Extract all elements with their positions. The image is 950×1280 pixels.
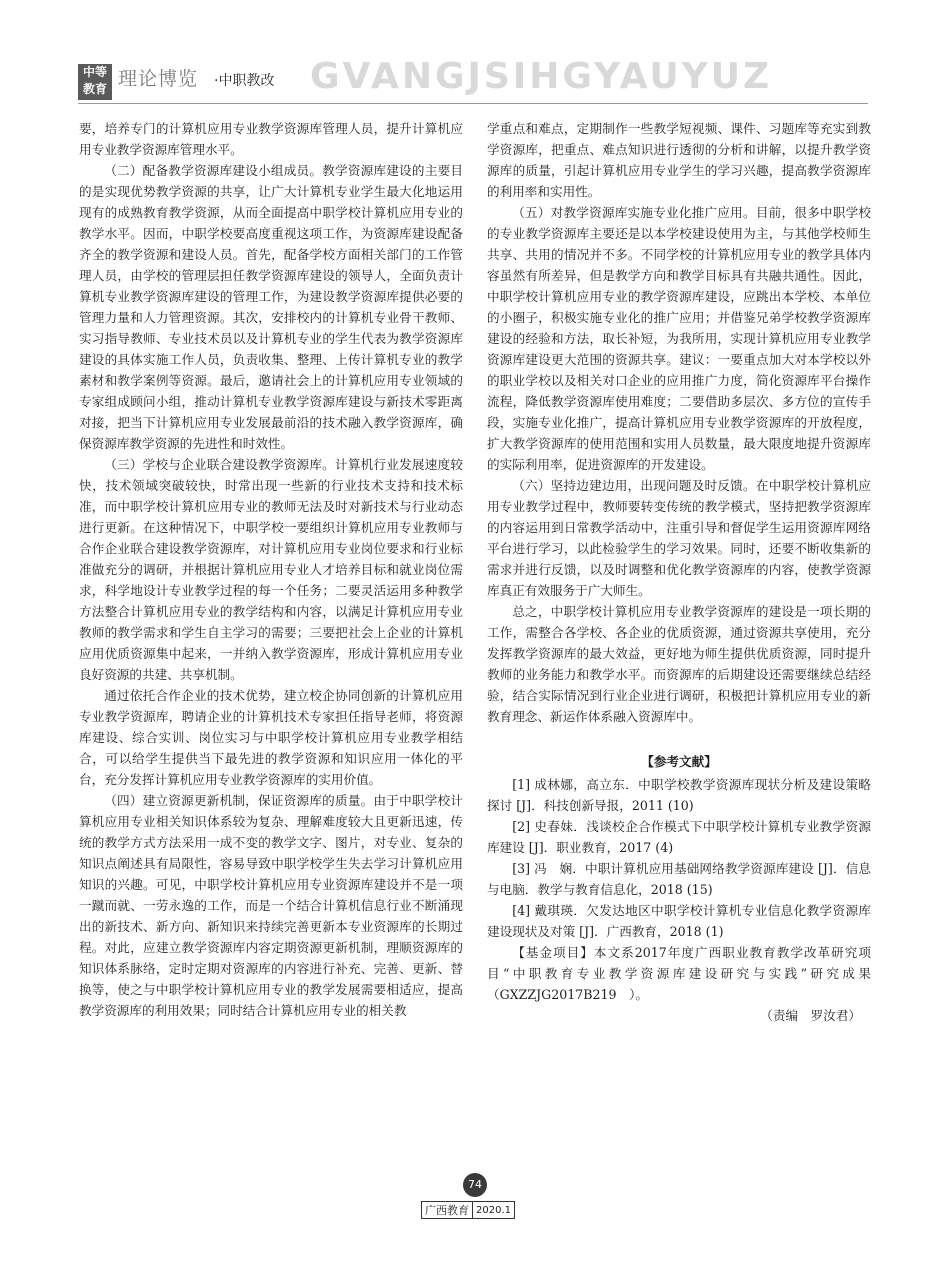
- editor-credit: （责编 罗汝君）: [760, 1008, 861, 1023]
- reference-item: [2] 史春妹．浅谈校企合作模式下中职学校计算机专业教学资源库建设 [J]．职业教育，2017 (4): [487, 819, 871, 855]
- section-title: 理论博览: [118, 68, 199, 90]
- header-watermark: GVANGJSIHGYAUYUZ: [310, 56, 773, 97]
- paragraph: 总之，中职学校计算机应用专业教学资源库的建设是一项长期的工作，需整合各学校、各企业的优质资源，通过资源共享使用，充分发挥教学资源库的最大效益，更好地为师生提供优质资源，同时提升教师的业务能力和教学水平。而资源库的后期建设还需要继续总结经验，结合实际情况到行业企业进行调研，积极把计算机应用专业的新教育理念、新运作体系融入资源库中。: [487, 604, 871, 724]
- logo-line-1: 中等: [82, 65, 107, 79]
- page-header: [78, 58, 948, 104]
- paragraph: 通过依托合作企业的技术优势，建立校企协同创新的计算机应用专业教学资源库，聘请企业的计算机技术专家担任指导老师，将资源库建设、综合实训、岗位实习与中职学校计算机应用专业教学相结合，可以给学生提供当下最先进的教学资源和知识应用一体化的平台，充分发挥计算机应用专业教学资源库的实用价值。: [79, 688, 463, 787]
- paragraph: （五）对教学资源库实施专业化推广应用。目前，很多中职学校的专业教学资源库主要还是以本学校建设使用为主，与其他学校师生共享、共用的情况并不多。不同学校的计算机应用专业的教学具体内容虽然有所差异，但是教学方向和教学目标具有共融共通性。因此，中职学校计算机应用专业的教学资源库建设，应跳出本学校、本单位的小圈子，积极实施专业化的推广应用；并借鉴兄弟学校教学资源库建设的经验和方法，取长补短，为我所用，实现计算机应用专业教学资源库建设更大范围的资源共享。建议：一要重点加大对本学校以外的职业学校以及相关对口企业的应用推广力度，简化资源库平台操作流程，降低教学资源库使用难度；二要借助多层次、多方位的宣传手段，实施专业化推广，提高计算机应用专业教学资源库的开放程度，扩大教学资源库的使用范围和实用人员数量，最大限度地提升资源库的实际利用率，促进资源库的开发建设。: [487, 205, 871, 472]
- footer-magazine: [421, 1201, 515, 1219]
- section-subtitle: ·中职教改: [214, 73, 275, 89]
- paragraph: （三）学校与企业联合建设教学资源库。计算机行业发展速度较快，技术领域突破较快，时常出现一些新的行业技术支持和技术标准，而中职学校计算机应用专业的教师无法及时对新技术与行业动态进行更新。在这种情况下，中职学校一要组织计算机应用专业教师与合作企业联合建设教学资源库，对计算机应用专业岗位要求和行业标准做充分的调研，并根据计算机应用专业人才培养目标和就业岗位需求，科学地设计专业教学过程的每一个任务；二要灵活运用多种教学方法整合计算机应用专业的教学结构和内容，以满足计算机应用专业教师的教学需求和学生自主学习的需要；三要把社会上企业的计算机应用优质资源集中起来，一并纳入教学资源库，形成计算机应用专业良好资源的共建、共享机制。: [79, 457, 463, 682]
- reference-item: [4] 戴琪瑛．欠发达地区中职学校计算机专业信息化教学资源库建设现状及对策 [J]．广西教育，2018 (1): [487, 903, 871, 939]
- magazine-name: 广西教育: [422, 1202, 473, 1218]
- paragraph: 要，培养专门的计算机应用专业教学资源库管理人员，提升计算机应用专业教学资源库管理水平。: [79, 121, 463, 157]
- left-column: [79, 118, 463, 1021]
- header-divider: [78, 103, 868, 104]
- logo-line-2: 教育: [82, 82, 107, 96]
- references-heading: 【参考文献】: [641, 754, 717, 769]
- journal-logo: [78, 64, 112, 100]
- right-column: [487, 118, 871, 1026]
- paragraph: （四）建立资源更新机制，保证资源库的质量。由于中职学校计算机应用专业相关知识体系较为复杂、理解难度较大且更新迅速，传统的教学方式方法采用一成不变的教学文字、图片，对专业、复杂的知识点阐述具有局限性，容易导致中职学校学生失去学习计算机应用知识的兴趣。可见，中职学校计算机应用专业资源库建设并不是一项一蹴而就、一劳永逸的工作，而是一个结合计算机信息行业不断涌现出的新技术、新方向、新知识来持续完善更新本专业资源库的长期过程。对此，应建立教学资源库内容定期资源更新机制，理顺资源库的知识体系脉络，定时定期对资源库的内容进行补充、完善、更新、替换等，使之与中职学校计算机应用专业的教学发展需要相适应，提高教学资源库的利用效果；同时结合计算机应用专业的相关教: [79, 793, 463, 1018]
- magazine-issue: 2020.1: [476, 1204, 511, 1216]
- reference-item: [1] 成林娜，高立东．中职学校教学资源库现状分析及建设策略探讨 [J]．科技创新导报，2011 (10): [487, 777, 871, 813]
- page-number: 74: [463, 1173, 487, 1197]
- reference-item: [3] 冯 娴．中职计算机应用基础网络教学资源库建设 [J]．信息与电脑．教学与教育信息化，2018 (15): [487, 861, 871, 897]
- fund-note: 【基金项目】本文系2017年度广西职业教育教学改革研究项目“中职教育专业教学资源库建设研究与实践”研究成果（GXZZJG2017B219 ）。: [487, 945, 871, 1002]
- paragraph: （二）配备教学资源库建设小组成员。教学资源库建设的主要目的是实现优势教学资源的共享，让广大计算机专业学生最大化地运用现有的成熟教育教学资源，从而全面提高中职学校计算机应用专业的教学水平。因而，中职学校要高度重视这项工作，为资源库建设配备齐全的教学资源和建设人员。首先，配备学校方面相关部门的工作管理人员，由学校的管理层担任教学资源库建设的领导人，全面负责计算机专业教学资源库建设的管理工作，为建设教学资源库提供必要的管理力量和人力管理资源。其次，安排校内的计算机专业骨干教师、实习指导教师、专业技术员以及计算机专业的学生代表为教学资源库建设的具体实施工作人员，负责收集、整理、上传计算机专业的教学素材和教学案例等资源。最后，邀请社会上的计算机应用专业领域的专家组成顾问小组，推动计算机专业教学资源库建设与新技术零距离对接，把当下计算机应用专业发展最前沿的技术融入教学资源库，确保资源库教学资源的先进性和时效性。: [79, 163, 463, 451]
- paragraph: 学重点和难点，定期制作一些教学短视频、课件、习题库等充实到教学资源库，把重点、难点知识进行透彻的分析和讲解，以提升教学资源库的质量，引起计算机应用专业学生的学习兴趣，提高教学资源库的利用率和实用性。: [487, 121, 871, 199]
- paragraph: （六）坚持边建边用，出现问题及时反馈。在中职学校计算机应用专业教学过程中，教师要转变传统的教学模式，坚持把教学资源库的内容运用到日常教学活动中，注重引导和督促学生运用资源库网络平台进行学习，以此检验学生的学习效果。同时，还要不断收集新的需求并进行反馈，以及时调整和优化教学资源库的内容，使教学资源库真正有效服务于广大师生。: [487, 478, 871, 598]
